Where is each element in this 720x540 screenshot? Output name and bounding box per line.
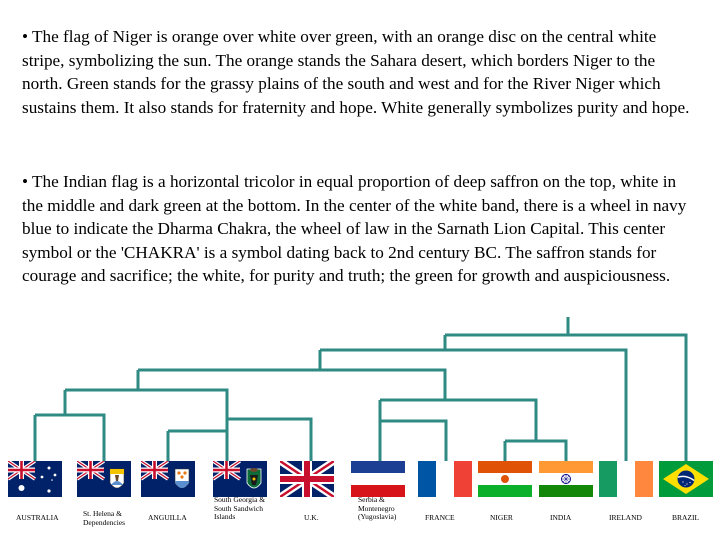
tree-branch-india [505, 441, 566, 461]
flag-label: IRELAND [609, 513, 642, 522]
bullet: • [22, 27, 29, 46]
flag-label: AUSTRALIA [16, 513, 59, 522]
india-flag-icon [539, 461, 593, 497]
tree-branch-st-helena [35, 415, 104, 461]
niger-flag-icon [478, 461, 532, 497]
flag-label: Serbia & Montenegro (Yugoslavia) [358, 495, 397, 521]
serbia-montenegro-flag-icon [351, 461, 405, 497]
france-flag-icon [418, 461, 472, 497]
south-georgia-flag-icon [213, 461, 267, 497]
bullet: • [22, 172, 29, 191]
brazil-flag-icon [659, 461, 713, 497]
niger-paragraph-text: The flag of Niger is orange over white over green, with an orange disc on the central white stripe, symbolizing the sun. The orange stands the Sahara desert, which borders Niger to the north. Green stands for the grassy plains of the south and west and for the River Niger which sustains them. It also stands for fraternity and hope. White generally symbolizes purity and hope. [22, 27, 690, 117]
flag-label: St. Helena & Dependencies [83, 509, 126, 527]
uk-flag-icon [280, 461, 334, 497]
ireland-flag-icon [599, 461, 653, 497]
australia-flag-icon [8, 461, 62, 497]
flag-label: NIGER [490, 513, 513, 522]
india-paragraph-text: The Indian flag is a horizontal tricolor in equal proportion of deep saffron on the top, white in the middle and dark green at the bottom. In the center of the white band, there is a wheel in navy blue to indicate the Dharma Chakra, the wheel of law in the Sarnath Lion Capital. This center symbol or the 'CHAKRA' is a symbol dating back to 2nd century BC. The saffron stands for courage and sacrifice; the white, for purity and truth; the green for growth and auspiciousness. [22, 172, 687, 286]
flag-label: South Georgia & South Sandwich Islands [214, 495, 266, 521]
flag-label: ANGUILLA [148, 513, 187, 522]
st-helena-flag-icon [77, 461, 131, 497]
flag-label: INDIA [550, 513, 572, 522]
tree-branch-sgssi [168, 431, 227, 461]
flag-label: BRAZIL [672, 513, 700, 522]
flag-label: FRANCE [425, 513, 455, 522]
flag-label: U.K. [304, 513, 319, 522]
tree-branch-uk [227, 419, 311, 461]
tree-branch-france [380, 421, 446, 461]
tree-connectors [35, 317, 686, 461]
tree-branch-ireland [320, 350, 626, 461]
anguilla-flag-icon [141, 461, 195, 497]
tree-branch-continental [138, 370, 445, 400]
